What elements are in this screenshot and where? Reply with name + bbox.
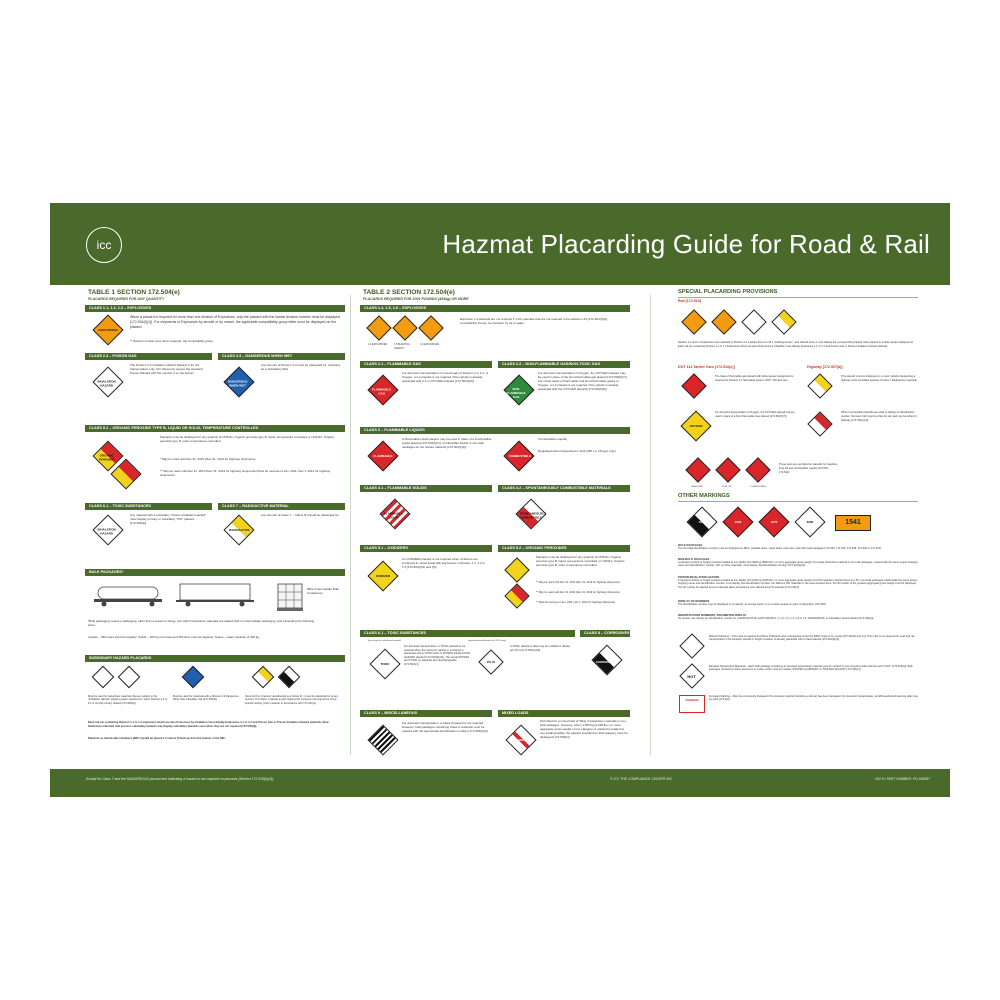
oxygen-text: For domestic transportation of Oxygen, the OXYGEN placard may be used in place of a Non-Flammable Gas placard [172.504(f)(7)].: [715, 411, 795, 418]
table2-column: [360, 285, 630, 769]
explosives-14-text: Explosive 1.4 placards are not required if 1.4S materials that are not required to be labeled 1.4S [172.504(f)(2)]. Compatibility Group, for transport by air or water.: [460, 317, 608, 325]
organic-peroxides-note2: ** May be used until Dec 31, 2010 (Dec 31, 2013 for highway shipments): [536, 591, 620, 594]
class9-placard: [367, 724, 398, 755]
pih-text: A transport vehicle or freight container loaded at one facility with 1000 kg (2205 lbs.) or more aggregate gross weight of a PIH material in Hazard Zone A or B in non-bulk packages marked with the same proper shipping name and identification number, must display that identification number. For different PIH materials in the same Hazard Zone, the ID number of the greatest aggregate gross weight must be displayed. The ID number for Hazard Zone A materials takes precedence over Hazard Zone B materials [172.313(c)].: [678, 579, 918, 589]
nonflammable-gas-text: For domestic transportation of Oxygen, the OXYGEN placard may be used in place of the Non-Flammable gas placard [172.504(f)(7)]. For mixed loads of Flammable and Non-Flammable gases or Oxygen, a 2.2 placard is not required if the vehicle is already placarded with the OXYGEN placard [172.504(f)(8)].: [538, 371, 628, 391]
dangerous-wet-text: Any amount of Division 4.3 must be placarded for, including as a Subsidiary Risk.: [261, 363, 340, 371]
label-explosives-1-4: 1.4 EXPLOSIVES: [368, 343, 388, 346]
combustible-text: Regulated when transported in bulk (450 l or 119 gal. only).: [538, 449, 617, 453]
rail-explosives-placard-2: [711, 309, 736, 334]
organic-peroxide-note2: ** May be used until Dec 31, 2010 (Dec 31, 2013 for highway shipments) Must be used as of Jan, 2011 (Jan 1, 2014 for highway shipments).: [160, 469, 331, 477]
fumigant-mark: DANGER: [679, 695, 705, 713]
ibc-caption: IBCs (Intermediate Bulk Containers): [307, 587, 339, 595]
bulk-title: BULK PACKAGES: [678, 543, 703, 547]
bulk-text: The four-digit identification number must be displayed on IBCs, portable tanks, cargo tanks, tank cars, and other bulk packages [172.302, 172.326, 172.328, 172.330 or 172.331].: [678, 547, 882, 550]
bulk-sizes-text: Liquids – 450 Liters internal capacity; Solids – 400 kg net mass and 450 liters internal capacity; Gases – water capacity of 454 kg.: [88, 635, 260, 639]
organic-peroxides-note1: ** May be used until Dec 31, 2010 (Dec 31, 2013 for highway shipments): [536, 581, 620, 584]
placard-blasting-agents-1-5: [392, 315, 417, 340]
nonflammable-gas-placard: NON-FLAMMABLE GAS: [503, 374, 534, 405]
toxic-caption2: (authorized modification for PG III only): [468, 640, 506, 642]
dot-subtitle: DOT 113 Tanker Cars [172.510(c)]: [678, 365, 735, 369]
rail-subtitle: Rail [172.510]: [678, 299, 701, 303]
gasoline-placard: [685, 457, 710, 482]
combustible-id-placard: [807, 411, 832, 436]
combustible-caption: (Combustible Liquids): [538, 437, 568, 441]
poster-title: Hazmat Placarding Guide for Road & Rail: [442, 229, 930, 259]
footer-band: [50, 769, 950, 797]
footer-left-note: Except for Class 7 and the DANGEROUS placard text indicating a hazard is not required on placards (Section 172.519(b)(3)).: [86, 777, 275, 781]
organic-peroxide-placard-old: ORGANIC PEROXIDE: [92, 440, 123, 471]
icc-logo: icc: [86, 227, 122, 263]
column-divider: [650, 295, 651, 755]
id-placard-1824: 1824: [686, 506, 717, 537]
band-oxidizers: CLASS 5.1 – OXIDIZERS: [360, 545, 492, 552]
corrosive-placard: CORROSIVE: [591, 644, 622, 675]
band-dangerous-wet: CLASS 4.3 – DANGEROUS WHEN WET: [218, 353, 345, 360]
special-title: SPECIAL PLACARDING PROVISIONS: [678, 289, 778, 295]
fuel-oil-placard: [715, 457, 740, 482]
table1-title: TABLE 1 SECTION 172.504(e): [88, 289, 180, 296]
highway-subtitle: Highway [172.507(a)]: [807, 365, 843, 369]
flammable-gas-text: For domestic transportation of mixed loads of Division 2.2, 2.1, or Oxygen, a 2.2 placard is not required if the vehicle is already placarded with 2.1 or OXYGEN placard [172.504(f)(4)].: [402, 371, 489, 383]
other-markings-title: OTHER MARKINGS: [678, 493, 730, 499]
organic-peroxide-text: Placards must be displayed for any quantity of UN3111, Organic peroxide type B, liquid, temperature controlled or UN3112, Organic peroxide type B, solid, temperature controlled.: [160, 435, 335, 443]
band-corrosives: CLASS 8 – CORROSIVES: [580, 630, 630, 637]
organic-peroxides-text: Placards must be displayed for any quantity of UN3111, Organic peroxide type B, liquid, temperature controlled or UN3112, Organic peroxide type B, solid, temperature controlled.: [536, 555, 625, 567]
rail-explosives-placard: [681, 309, 706, 334]
pih-title: POISON INHALATION HAZARD: [678, 575, 720, 579]
band-explosives-14-16: CLASS 1.4, 1.5, 1.6 – EXPLOSIVES: [360, 305, 630, 312]
organic-peroxide-note1: * May be used until Dec 31, 2010 (Dec 31, 2013 for highway shipments): [160, 457, 256, 461]
band-flammable-liquids: CLASS 3 – FLAMMABLE LIQUIDS: [360, 427, 630, 434]
band-flammable-gas: CLASS 2.1 – FLAMMABLE GAS: [360, 361, 492, 368]
toxic-text: Any material with a subsidiary "Poison Inhalation Hazard" must display primary or subsidiary "PIH" placard [172.505(a)].: [130, 513, 207, 525]
oxygen-placard: OXYGEN: [680, 410, 711, 441]
imc-note: Placards on intermodal containers (IMC) should be placed 1.5 meters (5 feet) up from the bottom of the IMC.: [88, 737, 226, 740]
label-explosives-1-6: 1.6 EXPLOSIVES: [420, 343, 440, 346]
highway-text: This placard must be displayed on a motor vehicle transporting a highway route controlled quantity of Class 7 Radioactive materials.: [841, 375, 918, 382]
poison-gas-placard: INHALATION HAZARD: [92, 366, 123, 397]
rail-text: Division 1.1 and 1.2 Explosives and materials in Division 2.3, Hazard Zone A or B.1, Packing Group I, and Hazard Zone A must display the corresponding hazard class placard in a white square background. Each rail car containing Division 1.1 or 1.2 Explosives which are also Poisonous by inhalation must display Explosives 1.1 or 1.2 and Poison Gas or Poison Inhalation Hazard placards.: [678, 341, 914, 348]
other-title-rule: [678, 501, 918, 502]
organic-peroxide-placard-2: [504, 583, 529, 608]
toxic-placard: TOXIC: [369, 648, 400, 679]
marine-pollutant-mark: [679, 633, 704, 658]
rail-radioactive-placard: [771, 309, 796, 334]
band-toxic: CLASS 6.1 – TOXIC SUBSTANCES: [85, 503, 212, 510]
dangerous-placard: DANGEROUS: [505, 724, 536, 755]
subsidiary-text2: Must be used for materials with a Division 4.3 Dangerous When Wet subsidiary risk [172.505(b)].: [173, 695, 239, 702]
flammable-liquids-text: A Flammable Liquid placard may be used in place of a Combustible Liquid placard [172.504(f)(2)]. Combustible liquids in non-bulk packages do not require placards [172.504(f)(2)].: [402, 437, 492, 449]
nonbulk-text: A transport vehicle or freight container loaded at one facility with 4000 kg (8820 lbs.) or more aggregate gross weight of a single hazardous material in non-bulk packages, marked with the same proper shipping name and identification number, with no other materials, must display that identification number [172.301(a)(3)].: [678, 561, 918, 568]
band-radioactive: CLASS 7 – RADIOACTIVE MATERIAL: [218, 503, 345, 510]
band-flammable-solids: CLASS 4.1 – FLAMMABLE SOLIDS: [360, 485, 492, 492]
fumigant-text: Fumigant Marking – Must be prominently displayed if the transport vehicle (including a rail car) has been fumigated. For domestic transportation, an EPA authorized warning label may be used [173.9(c)].: [709, 695, 918, 702]
subsidiary-text1: Must be used for hazardous materials that are subject to the "Inhalation Hazard" shipping paper requirement, when Division 2.3 or 6.1 is not the primary hazard [172.505(a)].: [88, 695, 168, 705]
explosives-text: When a placard is required for more than one division of Explosives, only the placard with the lowest division number must be displayed [172.504(f)(1)]. For shipments of Explosives by aircraft or by vessel, the applicable compatibility group letter must be displayed on the placard.: [130, 315, 340, 329]
dangerous-wet-placard: DANGEROUS WHEN WET: [223, 366, 254, 397]
subsidiary-corrosive-placard: [278, 666, 301, 689]
header-band: [50, 203, 950, 285]
flammable-liquid-placard: FLAMMABLE: [367, 440, 398, 471]
band-class1-explosives: CLASS 1.1, 1.2, 1.3 – EXPLOSIVES: [85, 305, 345, 312]
combustible-label: COMBUSTIBLE: [750, 486, 766, 488]
fuel-oil-label: FUEL OIL: [722, 486, 732, 488]
footer-copyright: © ICC THE COMPLIANCE CENTER INC.: [610, 777, 673, 781]
band-organic-peroxide: CLASS 5.2 – ORGANIC PEROXIDE TYPE B, LIQUID OR SOLID, TEMPERATURE CONTROLLED: [85, 425, 345, 432]
poster: [50, 203, 950, 797]
subsidiary-inhalation-placard-2: [118, 666, 141, 689]
pg3-placard: PG III: [478, 649, 503, 674]
explosives-note: ** Division number and, when required, the compatibility group.: [130, 339, 214, 343]
ibc-container-illustration: [275, 581, 305, 613]
band-toxic-substances: CLASS 6.1 – TOXIC SUBSTANCES: [360, 630, 575, 637]
spontaneous-placard: SPONTANEOUSLY COMBUSTIBLE: [515, 498, 546, 529]
highway-radioactive-placard: [807, 373, 832, 398]
tank-car-and-boxcar-illustration: [90, 581, 290, 611]
id-placard-1075: 1075: [758, 506, 789, 537]
label-blasting-agents-1-5: 1.5 BLASTING AGENTS: [394, 343, 410, 350]
display-title: DISPLAY OF NUMBERS: [678, 599, 710, 603]
gasoline-label: GASOLINE: [691, 486, 703, 488]
id-placard-3082: 3082: [794, 506, 825, 537]
mixed-text: Permitted for a mixed load of Table 2 hazardous materials in non-bulk packages. However, when 1,000 kg (2,205 lbs.) or more aggregate gross weight of one category of material is loaded at one loading facility, the placard specified for that category must be displayed [172.504(b)].: [540, 719, 628, 739]
radioactive-text: Any amount of Class 7 – Yellow III should be placarded for.: [261, 513, 340, 517]
fuel-text: These texts are permitted on placards for Gasoline, Fuel Oil and Combustible Liquids [172.542, 172.544].: [779, 463, 838, 474]
oxidizers-text: An OXIDIZER placard is not required when Oxidizers are combined in mixed loads with Explosives in Division 1.1, 1.2 or 1.5 [172.504(f)(4) and (5)].: [402, 557, 486, 569]
hot-mark: HOT: [679, 663, 704, 688]
combustible-text: When Combustible placards are used to display an identification number, the lower half must be white for rail, and may be white for highway [172.332(c)(4)].: [841, 411, 917, 422]
prohibited-text: No person may display an identification number on a RADIOACTIVE, EXPLOSIVES 1.1, 1.2, 1.3, 1.4, 1.5 or 1.6, DANGEROUS, or subsidiary hazard placard [172.334(a)].: [678, 617, 874, 620]
flammable-solid-placard: FLAMMABLE SOLID: [379, 498, 410, 529]
band-spontaneous: CLASS 4.2 – SPONTANEOUSLY COMBUSTIBLE MATERIALS: [498, 485, 630, 492]
combustible-placard: COMBUSTIBLE: [503, 440, 534, 471]
band-nonflammable-gas: CLASS 2.2 – NON-FLAMMABLE GAS/NON-TOXIC GAS: [498, 361, 630, 368]
poison-gas-text: The Division 2.3 Inhalation Hazard Placard is for US transportation only. UN shipments require the standard Poison Placard with the number 2 on the bottom.: [130, 363, 203, 375]
id-placard-1993: 1993: [722, 506, 753, 537]
organic-peroxides-note3: ** Must be used as of Jan, 2011 (Jan 1, 2014 for highway shipments).: [536, 601, 616, 604]
toxic-text: For domestic transportation, a TOXIC placard is not required when the transport vehicle or container is placarded with a TOXIC GAS or POISON INHALATION HAZARD placard [172.504(f)(10)]. The words POISON and TOXIC on placards are interchangeable [172.504(c)].: [404, 645, 470, 666]
table1-column: [85, 285, 345, 769]
table2-subtitle: PLACARDS REQUIRED FOR 1001 POUNDS (454kg) OR MORE: [363, 297, 469, 301]
orange-panel-1541: 1541: [835, 515, 871, 531]
display-text: The identification number may be displayed on a placard, an orange panel, or on a white square-on-point configuration [172.332].: [678, 603, 827, 606]
marine-text: Marine Pollutants – This mark is required for Marine Pollutants when transported under the IMDG Code or by vessel [172.322(b) and (c)]. This mark is not required for road and rail transportation if the transport vehicle or freight container is already placarded with a Class placard [172.322(d)(3)].: [709, 635, 915, 642]
nonbulk-title: NON-BULK PACKAGES: [678, 557, 710, 561]
oxidizer-placard: OXIDIZER: [367, 560, 398, 591]
table1-subtitle: PLACARDS REQUIRED FOR ANY QUANTITY: [88, 297, 165, 301]
explosives-placard: EXPLOSIVES: [92, 314, 123, 345]
subsidiary-dangerous-wet-placard: [182, 666, 205, 689]
toxic-placard: INHALATION HAZARD: [92, 514, 123, 545]
special-column: [675, 285, 925, 769]
band-miscellaneous: CLASS 9 – MISCELLANEOUS: [360, 710, 492, 717]
pg3-text: A TOXIC placard or label may be modified to display text PG III [172.504(f)(10)].: [510, 645, 571, 652]
bulk-definition-text: *Bulk packaging means a packaging, other than a vessel or barge, into which hazardous materials are loaded with no intermediate packaging, and exceeding the following sizes:: [88, 619, 315, 627]
special-title-rule: [678, 297, 918, 298]
dot113-flammable-placard: [681, 373, 706, 398]
subsidiary-text3: Since HCII or Uranium Hexafluoride is a Yellow III, it must be placarded for at any amount. The Class 7 placard is also required for exclusive use shipments of low specific activity (LSA) material, in accordance with 173.427(a).: [245, 695, 339, 705]
band-bulk-packages: BULK PACKAGES*: [85, 569, 345, 576]
band-organic-peroxides: CLASS 5.2 – ORGANIC PEROXIDES: [498, 545, 630, 552]
rail-inhalation-placard: [741, 309, 766, 334]
radioactive-placard: RADIOACTIVE: [223, 514, 254, 545]
organic-peroxide-placard-1: [504, 557, 529, 582]
dot-text: The Class 2 flammable gas placard with white square background is required for Division 2.1 flammable gases in DOT 113 tank cars.: [715, 375, 794, 382]
band-poison-gas: CLASS 2.3 – POISON GAS: [85, 353, 212, 360]
placard-explosives-1-6: [418, 315, 443, 340]
placard-explosives-1-4: [366, 315, 391, 340]
table2-title: TABLE 2 SECTION 172.504(e): [363, 289, 455, 296]
prohibited-title: IDENTIFICATION NUMBERS, PROHIBITED DISPLAY: [678, 613, 747, 617]
subsidiary-radioactive-placard: [252, 666, 275, 689]
subsidiary-note: Each rail car containing Division 1.1 or 1.2 explosives which are also Poisonous by inhalation must display Explosives 1.1 or 1.2 and Poison Gas or Poison Inhalation Hazard placards. Note: Hazardous materials that possess subsidiary hazards may display subsidiary placards even when they are not required [172.505(d)].: [88, 721, 330, 728]
subsidiary-inhalation-placard-1: [92, 666, 115, 689]
footer-part-number: V02.5 / PART NUMBER: PO-HMZ87: [874, 777, 930, 781]
column-divider: [350, 295, 351, 755]
hot-text: Elevated Temperature Materials – Each bulk package containing an elevated temperature material must be marked on two opposing sides with the word "HOT" [172.325(a)]. Bulk packages containing molten aluminum or molten sulfur must be marked "MOLTEN ALUMINUM" or "MOLTEN SULFUR" [172.325(c)].: [709, 665, 913, 672]
toxic-caption1: (not shown for inhalation hazards): [368, 640, 401, 642]
misc-text: For domestic transportation, a Class 9 placard is not required. However, bulk packages containing Class 9 materials must be marked with the appropriate identification number [172.504(f)(9)].: [402, 721, 489, 733]
flammable-gas-placard: FLAMMABLE GAS: [367, 374, 398, 405]
band-subsidiary: SUBSIDIARY HAZARD PLACARDS: [85, 655, 345, 662]
band-mixed-loads: MIXED LOADS: [498, 710, 630, 717]
combustible-placard: [745, 457, 770, 482]
